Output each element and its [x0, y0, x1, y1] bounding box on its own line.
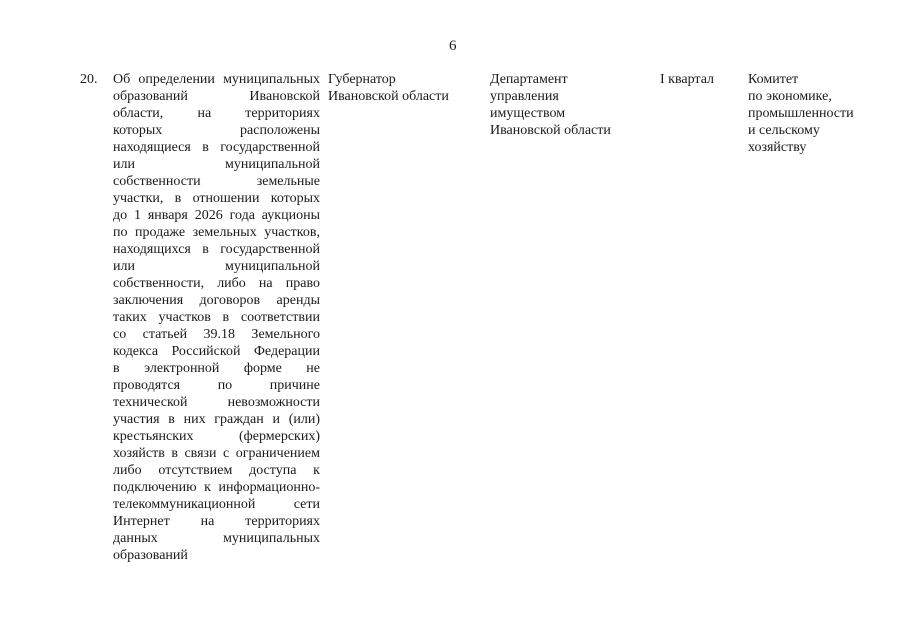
responsible-cell: [328, 71, 478, 105]
subject-line: или муниципальной: [113, 157, 320, 172]
subject-line: крестьянских (фермерских): [113, 429, 320, 444]
committee-cell: [748, 71, 888, 156]
subject-line: либо отсутствием доступа к: [113, 463, 320, 478]
subject-cell: [113, 71, 320, 564]
subject-line: Интернет на территориях: [113, 514, 320, 529]
row-number: 20.: [80, 72, 98, 87]
subject-line: таких участков в соответствии: [113, 310, 320, 325]
subject-line: или муниципальной: [113, 259, 320, 274]
committee-line: и сельскому: [748, 123, 820, 138]
subject-line: находящиеся в государственной: [113, 140, 320, 155]
executor-line: Ивановской области: [490, 123, 611, 138]
subject-line: данных муниципальных: [113, 531, 320, 546]
subject-line: участки, в отношении которых: [113, 191, 320, 206]
executor-line: имуществом: [490, 106, 566, 121]
responsible-line: Ивановской области: [328, 89, 449, 104]
term-cell: I квартал: [660, 72, 715, 87]
subject-line: образований Ивановской: [113, 89, 320, 104]
subject-line: собственности, либо на право: [113, 276, 320, 291]
subject-line: до 1 января 2026 года аукционы: [113, 208, 320, 223]
subject-line: проводятся по причине: [113, 378, 320, 393]
subject-line: участия в них граждан и (или): [113, 412, 320, 427]
subject-line: кодекса Российской Федерации: [113, 344, 320, 359]
committee-line: хозяйству: [748, 140, 807, 155]
executor-line: управления: [490, 89, 559, 104]
subject-line: собственности земельные: [113, 174, 320, 189]
subject-line: заключения договоров аренды: [113, 293, 320, 308]
executor-line: Департамент: [490, 72, 568, 87]
subject-line: находящихся в государственной: [113, 242, 320, 257]
subject-line: Об определении муниципальных: [113, 72, 320, 87]
committee-line: промышленности: [748, 106, 854, 121]
subject-line: подключению к информационно-: [113, 480, 320, 495]
page-number: 6: [449, 38, 457, 54]
subject-line: со статьей 39.18 Земельного: [113, 327, 320, 342]
subject-line: технической невозможности: [113, 395, 320, 410]
subject-line: области, на территориях: [113, 106, 320, 121]
subject-line: в электронной форме не: [113, 361, 320, 376]
subject-line: которых расположены: [113, 123, 320, 138]
subject-line: образований: [113, 548, 188, 563]
responsible-line: Губернатор: [328, 72, 396, 87]
committee-line: по экономике,: [748, 89, 832, 104]
subject-line: телекоммуникационной сети: [113, 497, 320, 512]
executor-cell: [490, 71, 650, 139]
committee-line: Комитет: [748, 72, 799, 87]
subject-line: по продаже земельных участков,: [113, 225, 320, 240]
subject-line: хозяйств в связи с ограничением: [113, 446, 320, 461]
